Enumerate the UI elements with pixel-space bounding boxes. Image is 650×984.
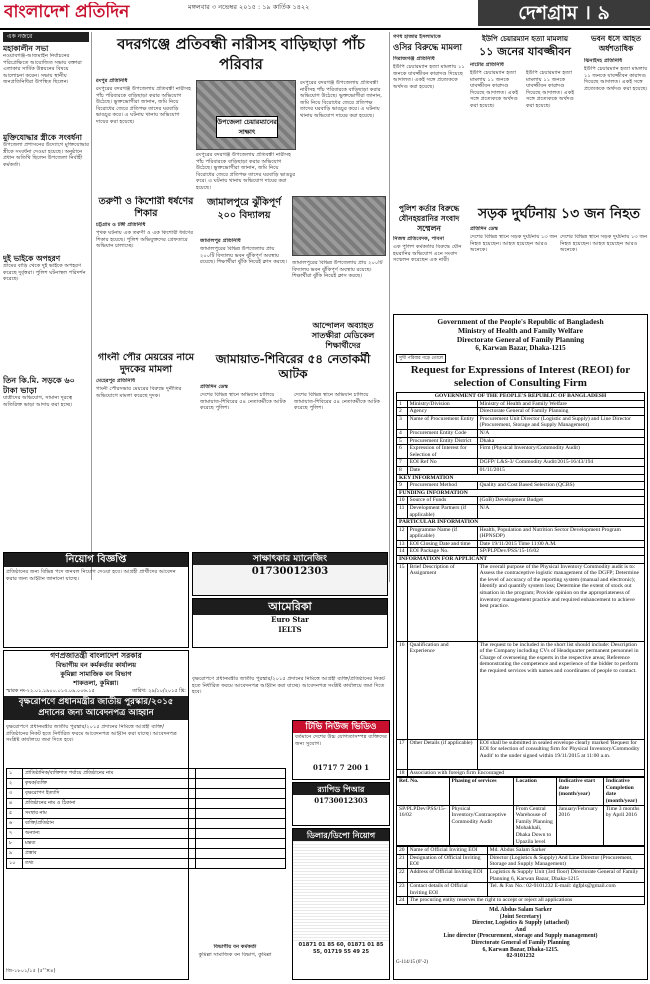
reoi-title: Request for Expressions of Interest (REOI) for selection of Consulting Firm	[410, 364, 631, 389]
story-body: দেশের বিভিন্ন স্থানে সড়ক দুর্ঘটনায় ১৩ জন নিহত হয়েছেন। আহত হয়েছেন আরও অনেকে।	[470, 234, 558, 254]
left-column-tag: এক নজরে	[3, 32, 89, 42]
reoi-table	[396, 392, 645, 777]
table-row: 2 Agency Directorate General of Family Planning	[397, 408, 645, 416]
rapid-ad	[292, 782, 390, 826]
story-body-col: দেশের বিভিন্ন স্থানে অভিযান চালিয়ে জামায়াত-শিবিরের ৫৪ নেতাকর্মীকে আটক করেছে পুলিশ।	[294, 392, 381, 412]
table-row: 23 Contact details of Official Inviting EOI Tel. & Fax No.: 02-9101232 E-mail: dgfpls@gmail.com	[397, 883, 645, 897]
ad-phone: 01717 7 200 1	[312, 763, 370, 772]
table-row: ২ কৃষক/ব্যক্তি	[7, 779, 286, 789]
reoi-section-header: PARTICULAR INFORMATION	[397, 519, 645, 527]
story-byline: মেহেরপুর প্রতিনিধি	[96, 378, 136, 384]
table-row: 8 Date 01/11/2015	[397, 466, 645, 474]
notice-sub: কুমিল্লা সামাজিক বন বিভাগ	[60, 670, 132, 678]
reoi-section-header: KEY INFORMATION	[397, 474, 645, 482]
table-row: ১ প্রাতিষ্ঠানিক/ব্যক্তিগত পর্যায়ে প্রতিষ্ঠানের নাম	[7, 769, 286, 779]
table-row: ৬ ব্যক্তি/প্রতিষ্ঠান	[7, 819, 286, 829]
notice-place: শাকতলা, কুমিল্লা।	[73, 679, 119, 687]
reoi-code: G-114/15 (6''-2)	[396, 959, 429, 965]
ad-phone: 01730012303	[314, 796, 368, 805]
table-row: 5 Procurement Entity District Dhaka	[397, 437, 645, 445]
table-row: 1 Ministry/Division Ministry of Health and Family Welfare	[397, 400, 645, 408]
brief-body: গ্রামের বাড়ি থেকে দুই ভাইকে অপহরণ করেছে দুর্বৃত্তরা। পুলিশ ঘটনাস্থল পরিদর্শন করেছে।	[3, 263, 86, 283]
table-row: 6 Expression of Interest for Selection of Firm (Physical Inventory/Commodity Audit)	[397, 445, 645, 459]
masthead-date: মঙ্গলবার ৩ নভেম্বর ২০১৫ : ১৯ কার্তিক ১৪২২	[188, 3, 310, 11]
notice-sign-sub: কুমিল্লা সামাজিক বন বিভাগ, কুমিল্লা	[198, 952, 272, 958]
ad-phone: 01730012303	[251, 566, 329, 577]
table-row: ৮ মন্তব্য	[7, 839, 286, 849]
reoi-address: 6, Karwan Bazar, Dhaka-1215	[475, 344, 566, 352]
notice-memo-line	[4, 688, 188, 696]
lead-photo	[196, 80, 296, 150]
table-row: 20 Name of Official Inviting EOI Md. Abdus Salam Sarker	[397, 847, 645, 855]
newspaper-logo: বাংলাদেশ প্রতিদিন	[4, 2, 130, 22]
brief-title: তিন কি.মি. সড়কে ৬০ টাকা ভাড়া	[3, 375, 75, 395]
ad-sub: Euro Star	[271, 615, 309, 624]
ad-title: নিয়োগ বিজ্ঞপ্তি	[4, 553, 188, 567]
dealer-ad	[292, 828, 390, 980]
niyog-ad	[3, 552, 189, 648]
table-row: ৯ প্রস্তাব	[7, 849, 286, 859]
ad-sub: বর্তমানে দেশের উচ্চ যোগ্যতাসম্পন্ন ব্যক্তিদের জন্য সুযোগ।	[295, 734, 387, 747]
left-column	[3, 44, 89, 452]
lead-byline: রংপুর প্রতিনিধি	[96, 78, 128, 84]
table-row: 9 Procurement Method Quality and Cost Based Selection (QCBS)	[397, 482, 645, 490]
table-row: ৩ বৃক্ষরোপণ ইত্যাদি	[7, 789, 286, 799]
table-row: 18 Association with foreign firm Encouraged	[397, 769, 645, 777]
table-row: ৫ সংস্থার নাম	[7, 809, 286, 819]
story-headline: গাংনী পৌর মেয়রের নামে দুদকের মামলা	[97, 352, 195, 375]
story-headline: তরুণী ও কিশোরী ধর্ষণের শিকার	[98, 196, 194, 219]
notice-title: বৃক্ষরোপণে প্রধানমন্ত্রীর জাতীয় পুরস্কার/২০১৫ প্রদানের জন্য আবেদনপত্র আহ্বান	[4, 696, 188, 720]
story-body: জামালপুরের বিভিন্ন উপজেলায় প্রায় ২০০টি বিদ্যালয় ভবন ঝুঁকিপূর্ণ অবস্থায় রয়েছে। শিক্ষার্থীরা ঝুঁকি নিয়েই ক্লাস করছে।	[200, 246, 287, 266]
brief-body: যাত্রীদের অভিযোগ, সামান্য দূরত্বে অতিরিক্ত ভাড়া আদায় করা হচ্ছে।	[3, 395, 73, 408]
story-body: ইউপি চেয়ারম্যান হত্যা মামলায় ১১ জনকে যাবজ্জীবন কারাদণ্ড দিয়েছে আদালত। একই সঙ্গে প্রত্যেককে অর্থদণ্ড করা হয়েছে।	[470, 70, 519, 109]
table-row: 22 Address of Official Inviting EOI Logistics & Supply Unit (3rd floor) Directorate General of Family Planning 6, Karwan Bazar, Dhaka-1215	[397, 868, 645, 882]
table-row: 24 The procuring entity reserves the right to accept or reject all applications	[397, 897, 645, 905]
story-byline: ঝিনাইদহ প্রতিনিধি	[584, 58, 623, 64]
section-title: দেশগ্রাম । ৯	[478, 0, 650, 26]
table-row: ৭ অন্যান্য	[7, 829, 286, 839]
ad-title: টিভি নিউজ ভিডিও	[293, 721, 389, 733]
column-divider	[91, 32, 92, 580]
story-photo	[292, 196, 386, 256]
table-row: 15 Brief Description of Assignment The overall purpose of the Physical Inventory Commodity audit is to: Assess the contraceptive logistic management of the DGFP; Determine the level of accuracy of the reporting system (manual and electronic); Identify and quantify system loss; Determine the extent of stock out situation in the program; Provide opinion on the appropriateness of inventory management practice and required enhancement to achieve best practice.	[397, 563, 645, 641]
table-row: 21 Designation of Official Inviting EOI Director (Logistics & Supply) And Line Director (Procurement, Storage and Supply Management)	[397, 854, 645, 868]
brief-body: নওয়াবগঞ্জ-আজমাইন নির্বাচনের পরিপ্রেক্ষিতে আয়োজিত সভায় বক্তারা এলাকার সার্বিক উন্নয়নের বিষয়ে আলোচনা করেন। সভায় স্থানীয় জনপ্রতিনিধিরা উপস্থিত ছিলেন।	[3, 53, 82, 86]
ad-title: র‍্যাপিড পিআর	[293, 783, 389, 795]
table-row: SP/PLPDev/PSS/15-16/02 Physical Inventory/Contraceptive Commodity Audit From Central Warehouse of Family Planning Mohakhali, Dhaka Down to Upazila level January/February 2016 Time 3 months by April 2016	[397, 805, 645, 846]
table-row: 3 Name of Procurement Entity Procurement Unit Director (Logistic and Supply) and Line Director (Procurement, Storage and Supply Management)	[397, 415, 645, 429]
small-headline: গণধ হাজার ইসলামাকে	[393, 34, 441, 40]
table-row: 7 EOI Ref No DGFP/ L&S-3/ Commodity Audit/2015-16/43/194	[397, 459, 645, 467]
ad-body: প্রতিষ্ঠানের জন্য বিভিন্ন পদে জনবল নিয়োগ দেওয়া হবে। আগ্রহী প্রার্থীদের আবেদন করার জন্য আহ্বান জানানো যাচ্ছে।	[6, 569, 176, 582]
lead-body-col3: রংপুরের বদরগঞ্জ উপজেলায় প্রতিবন্ধী নারীসহ পাঁচ পরিবারকে বাড়িছাড়া করার অভিযোগ উঠেছে। ভুক্তভোগীরা জানান, জমি নিয়ে বিরোধের জেরে প্রতিপক্ষ তাদের ঘরবাড়ি ভাঙচুর করে। এ ঘটনায় থানায় অভিযোগ দায়ের করা হয়েছে।	[300, 80, 382, 119]
reoi-stamp: সুখী পরিবার গড়ে তোলে	[396, 354, 446, 363]
table-row: 16 Qualification and Experience The request to be included in the short list should include: Description of the Company including CVs of Headquarter permanent personnel in Charge of overseeing the experts in the respective areas; Reference demonstrating the competence and experience of the bidder to perform the required services with names and coordinates of people to contact.	[397, 641, 645, 739]
reoi-directorate: Directorate General of Family Planning	[456, 335, 585, 344]
reoi-gov: Government of the People's Republic of Bangladesh	[437, 317, 604, 326]
table-row: 14 EOI Package No. SP/PLPDev/PSS/15-16/02	[397, 548, 645, 556]
story-headline: পুলিশ কর্তার বিরুদ্ধে যৌনহয়রানির সংবাদ সম্মেলন	[398, 204, 460, 233]
officials-table	[396, 846, 645, 905]
story-body: পৃথক ঘটনায় এক তরুণী ও এক কিশোরী ধর্ষণের শিকার হয়েছে। পুলিশ অভিযুক্তদের গ্রেফতারে অভিযান চালাচ্ছে।	[96, 230, 194, 250]
story-body-col: ইউপি চেয়ারম্যান হত্যা মামলায় ১১ জনকে যাবজ্জীবন কারাদণ্ড দিয়েছে আদালত। একই সঙ্গে প্রত্যেককে অর্থদণ্ড করা হয়েছে।	[526, 70, 575, 109]
story-body-col: জামালপুরের বিভিন্ন উপজেলায় প্রায় ২০০টি বিদ্যালয় ভবন ঝুঁকিপূর্ণ অবস্থায় রয়েছে। শিক্ষার্থীরা ঝুঁকি নিয়েই ক্লাস করছে।	[292, 260, 383, 280]
table-row: Ref. No. Phasing of services Location Indicative start date (month/year) Indicative Completion date (month/year)	[397, 778, 645, 805]
table-row: ৪ প্রতিষ্ঠানের নাম ও ঠিকানা	[7, 799, 286, 809]
story-byline: চট্টগ্রাম ও টঙ্গী প্রতিনিধি	[96, 222, 146, 228]
side-headline: ভবন ধসে আহত অর্ধশতাধিক	[591, 34, 641, 53]
lead-pullquote: উপজেলা চেয়ারম্যানের সাক্ষাৎ	[217, 118, 277, 136]
notice-code: জি-১৮০১/১৫ (৫''×৪)	[6, 968, 56, 974]
notice-office: বিভাগীয় বন কর্মকর্তার কার্যালয়	[55, 661, 137, 669]
story-byline: জামালপুর প্রতিনিধি	[200, 238, 241, 244]
table-row: 4 Procurement Entity Code N/A	[397, 429, 645, 437]
notice-memo: স্মারক নং-২২.০১.১৯০০.০১৩.০৯.০০৬.১৫	[6, 688, 95, 694]
notice-body: বৃক্ষরোপণে প্রধানমন্ত্রীর জাতীয় পুরস্কার/২০১৫ প্রদানের নিমিত্তে আগ্রহী ব্যক্তি/প্রতিষ্ঠানের নিকট হতে নির্ধারিত ফরমে আবেদনপত্র আহ্বান করা যাচ্ছে। আবেদনপত্র সংশ্লিষ্ট কার্যালয়ে জমা দিতে হবে।	[192, 676, 385, 696]
story-headline: আন্দোলন অব্যাহত সাতক্ষীরা মেডিকেল শিক্ষার্থীদের	[311, 320, 375, 350]
phasing-table	[396, 777, 645, 846]
reoi-section-header: INFORMATION FOR APPLICANT	[397, 556, 645, 564]
story-byline: নাটোর প্রতিনিধি	[470, 62, 504, 68]
accident-headline: সড়ক দুর্ঘটনায় ১৩ জন নিহত	[477, 206, 641, 222]
column-divider	[389, 32, 390, 582]
table-row: 13 EOI Closing Date and time Date 19/11/2015 Time 11:00 A.M.	[397, 540, 645, 548]
notice-sign: বিভাগীয় বন কর্মকর্তা	[213, 944, 257, 950]
brief-title: মুক্তিযোদ্ধার স্ত্রীকে সংবর্ধনা	[3, 133, 82, 142]
reoi-signature: Md. Abdus Salam Sarker (Joint Secretary) Director, Logistics & Supply (attached) And Line director (Procurement, storage and Supply management) Directorate General of Family Planning 6, Karwan Bazar, Dhaka-1215. 02-9101232	[443, 906, 598, 960]
story-body: ইউপি চেয়ারম্যান হত্যা মামলায় ১১ জনকে যাবজ্জীবন কারাদণ্ড দিয়েছে আদালত। একই সঙ্গে প্রত্যেককে অর্থদণ্ড করা হয়েছে।	[393, 64, 465, 90]
brief-title: দুই ভাইকে অপহরণ	[3, 254, 61, 263]
story-byline: সিরাজগঞ্জ প্রতিনিধি	[393, 56, 435, 62]
table-row: 11 Development Partners (if applicable) N/A	[397, 504, 645, 518]
story-body: দেশের বিভিন্ন স্থানে অভিযান চালিয়ে জামায়াত-শিবিরের ৫৪ নেতাকর্মীকে আটক করেছে পুলিশ।	[200, 392, 287, 412]
story-headline: জামায়াত-শিবিরের ৫৪ নেতাকর্মী আটক	[215, 352, 371, 381]
brief-body: উপজেলা প্রশাসনের উদ্যোগে মুক্তিযোদ্ধার স্ত্রীকে সংবর্ধনা দেওয়া হয়েছে। অনুষ্ঠানে প্রধান অতিথি ছিলেন উপজেলা নির্বাহী কর্মকর্তা।	[3, 142, 89, 168]
right-headline-2: ১১ জনের যাবজ্জীবন	[479, 45, 571, 58]
notice-gov: গণপ্রজাতন্ত্রী বাংলাদেশ সরকার	[50, 651, 142, 660]
interview-ad	[192, 552, 388, 596]
brief-title: মহাকালীন সভা	[3, 44, 49, 53]
ad-title: আমেরিকা	[193, 599, 387, 615]
ad-phone: 01871 01 85 60, 01871 01 85 55, 01719 55 49 25	[298, 942, 384, 955]
ad-title: সাক্ষাৎকার ম্যানেজিং	[193, 553, 387, 565]
ad-image	[293, 841, 389, 941]
america-ad	[192, 598, 388, 648]
table-row: 10 Source of Funds (GoB) Development Budget	[397, 497, 645, 505]
reoi-ministry: Ministry of Health and Family Welfare	[458, 326, 583, 335]
notice-body-left: বৃক্ষরোপণে প্রধানমন্ত্রীর জাতীয় পুরস্কার/২০১৫ প্রদানের নিমিত্তে আগ্রহী ব্যক্তি/প্রতিষ্ঠানের নিকট হতে নির্ধারিত ফরমে আবেদনপত্র আহ্বান করা যাচ্ছে। আবেদনপত্র সংশ্লিষ্ট কার্যালয়ে জমা দিতে হবে।	[6, 724, 177, 744]
lead-body-cont: রংপুরের বদরগঞ্জ উপজেলায় প্রতিবন্ধী নারীসহ পাঁচ পরিবারকে বাড়িছাড়া করার অভিযোগ উঠেছে। ভুক্তভোগীরা জানান, জমি নিয়ে বিরোধের জেরে প্রতিপক্ষ তাদের ঘরবাড়ি ভাঙচুর করে। এ ঘটনায় থানায় অভিযোগ দায়ের করা হয়েছে।	[196, 152, 296, 191]
table-row: 17 Other Details (if applicable) EOI shall be submitted in sealed envelope clearly marked 'Request for EOI for selection of consulting firm for Physical Inventory/Commodity Audit' to the under signed within 19/11/2015 at 11:00 a.m.	[397, 739, 645, 769]
masthead-rule	[0, 28, 650, 30]
story-body: ইউপি চেয়ারম্যান হত্যা মামলায় ১১ জনকে যাবজ্জীবন কারাদণ্ড দিয়েছে আদালত। একই সঙ্গে প্রত্যেককে অর্থদণ্ড করা হয়েছে।	[584, 66, 648, 92]
kicker: ইউপি চেয়ারম্যান হত্যা মামলায়	[481, 34, 569, 43]
notice-table	[6, 768, 286, 869]
story-headline: জামালপুরে ঝুঁকিপূর্ণ ২০০ বিদ্যালয়	[207, 197, 281, 221]
story-body: এক পুলিশ কর্মকর্তার বিরুদ্ধে যৌন হয়রানির অভিযোগ এনে সংবাদ সম্মেলন করেছেন এক নারী।	[393, 244, 462, 264]
story-byline: নিজস্ব প্রতিবেদক, পাবনা	[393, 236, 445, 242]
lead-headline: বদরগঞ্জে প্রতিবন্ধী নারীসহ বাড়িছাড়া পাঁচ পরিবার	[117, 35, 365, 73]
ad-title: ডিলার/ডিপো নিয়োগ	[293, 829, 389, 841]
story-byline: প্রতিদিন ডেস্ক	[200, 384, 229, 390]
reoi-section-header: GOVERNMENT OF THE PEOPLE'S REPUBLIC OF BANGLADESH	[397, 393, 645, 401]
table-row: 12 Programme Name (if applicable) Health, Population and Nutrition Sector Development Program (HPNSDP)	[397, 526, 645, 540]
reoi-notice	[393, 314, 648, 980]
ad-sub: IELTS	[278, 625, 302, 634]
tvnews-ad	[292, 720, 390, 780]
notice-table-wrap	[6, 768, 286, 934]
lead-body: রংপুরের বদরগঞ্জ উপজেলায় প্রতিবন্ধী নারীসহ পাঁচ পরিবারকে বাড়িছাড়া করার অভিযোগ উঠেছে। ভুক্তভোগীরা জানান, জমি নিয়ে বিরোধের জেরে প্রতিপক্ষ তাদের ঘরবাড়ি ভাঙচুর করে। এ ঘটনায় থানায় অভিযোগ দায়ের করা হয়েছে।	[96, 86, 191, 125]
reoi-section-header: FUNDING INFORMATION	[397, 489, 645, 497]
table-row: ১০ তথ্য	[7, 859, 286, 869]
story-body-col: দেশের বিভিন্ন স্থানে সড়ক দুর্ঘটনায় ১৩ জন নিহত হয়েছেন। আহত হয়েছেন আরও অনেকে।	[560, 234, 648, 254]
notice-date: তারিখ: ২৯/১০/২০১৫ খ্রি:	[132, 688, 186, 694]
story-body: গাংনী পৌরসভার মেয়রের বিরুদ্ধে দুর্নীতির অভিযোগে মামলা করেছে দুদক।	[96, 386, 182, 399]
right-headline: ওসির বিরুদ্ধে মামলা	[393, 43, 462, 53]
story-byline: প্রতিদিন ডেস্ক	[470, 226, 499, 232]
